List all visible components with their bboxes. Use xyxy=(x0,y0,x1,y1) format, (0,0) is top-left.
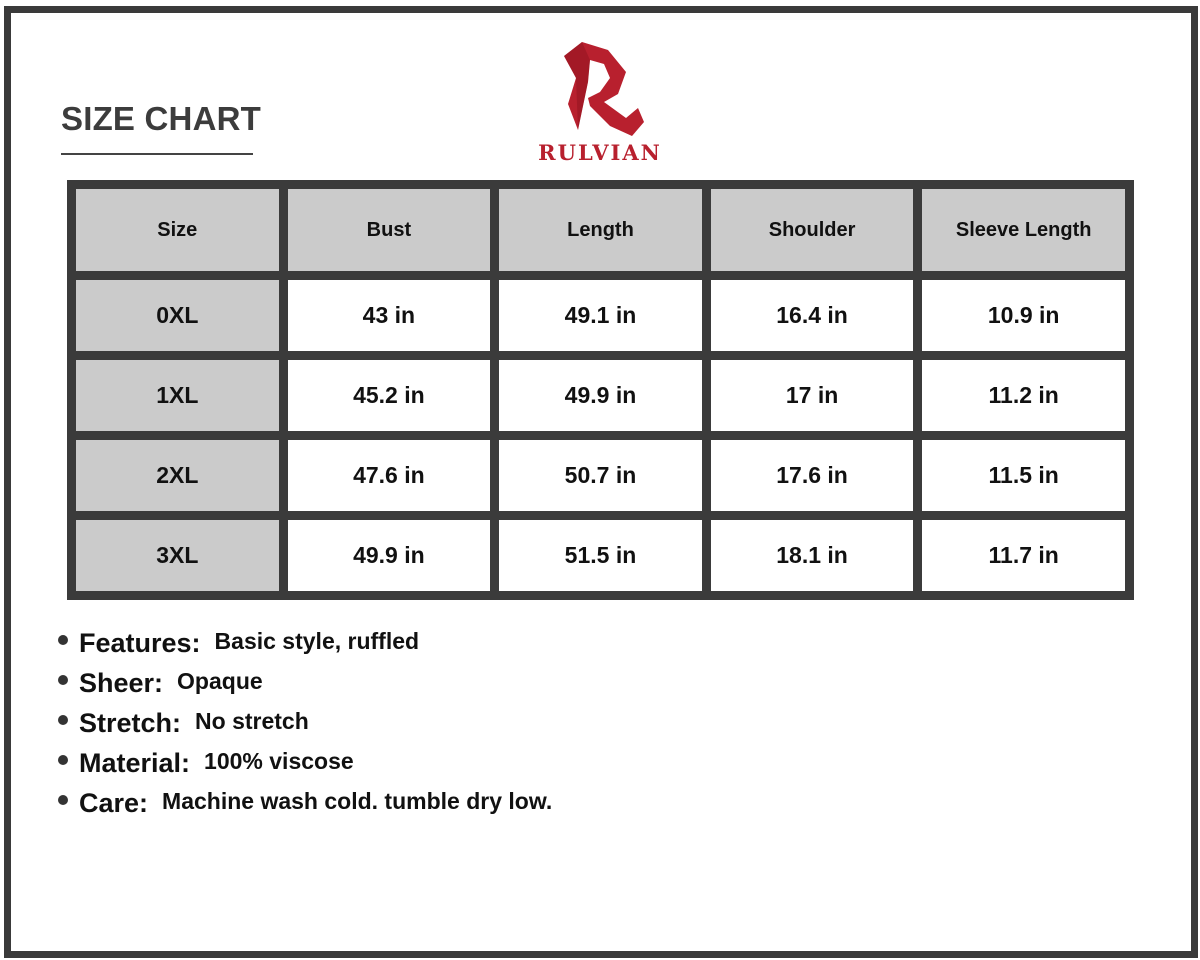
bust-cell: 45.2 in xyxy=(288,360,491,431)
detail-value: Opaque xyxy=(177,668,263,694)
header-sleeve-length: Sleeve Length xyxy=(922,189,1125,271)
size-cell: 0XL xyxy=(76,280,279,351)
detail-value: Machine wash cold. tumble dry low. xyxy=(162,788,553,814)
bullet-icon xyxy=(58,715,68,725)
table-row xyxy=(76,280,1125,351)
detail-label: Features: xyxy=(79,628,201,658)
shoulder-cell: 16.4 in xyxy=(711,280,914,351)
table-header-row xyxy=(76,189,1125,271)
length-cell: 49.1 in xyxy=(499,280,702,351)
sleeve-length-cell: 11.2 in xyxy=(922,360,1125,431)
brand-name: RULVIAN xyxy=(538,140,662,165)
size-cell: 2XL xyxy=(76,440,279,511)
shoulder-cell: 18.1 in xyxy=(711,520,914,591)
sleeve-length-cell: 10.9 in xyxy=(922,280,1125,351)
detail-value: 100% viscose xyxy=(204,748,354,774)
bullet-icon xyxy=(58,635,68,645)
length-cell: 51.5 in xyxy=(499,520,702,591)
header-length: Length xyxy=(499,189,702,271)
bust-cell: 49.9 in xyxy=(288,520,491,591)
detail-features xyxy=(58,625,552,665)
detail-label: Care: xyxy=(79,788,149,818)
size-chart-table xyxy=(67,180,1134,600)
detail-value: No stretch xyxy=(195,708,309,734)
detail-care xyxy=(58,785,552,825)
size-cell: 3XL xyxy=(76,520,279,591)
bullet-icon xyxy=(58,755,68,765)
bullet-icon xyxy=(58,795,68,805)
detail-value: Basic style, ruffled xyxy=(214,628,420,654)
table-row xyxy=(76,520,1125,591)
sleeve-length-cell: 11.7 in xyxy=(922,520,1125,591)
brand-logo-icon xyxy=(560,42,646,136)
table-row xyxy=(76,440,1125,511)
length-cell: 50.7 in xyxy=(499,440,702,511)
bust-cell: 43 in xyxy=(288,280,491,351)
sleeve-length-cell: 11.5 in xyxy=(922,440,1125,511)
detail-sheer xyxy=(58,665,552,705)
detail-label: Material: xyxy=(79,748,191,778)
shoulder-cell: 17 in xyxy=(711,360,914,431)
detail-label: Sheer: xyxy=(79,668,164,698)
page-title: SIZE CHART xyxy=(61,100,261,137)
detail-label: Stretch: xyxy=(79,708,182,738)
shoulder-cell: 17.6 in xyxy=(711,440,914,511)
length-cell: 49.9 in xyxy=(499,360,702,431)
bust-cell: 47.6 in xyxy=(288,440,491,511)
header-shoulder: Shoulder xyxy=(711,189,914,271)
header-bust: Bust xyxy=(288,189,491,271)
size-cell: 1XL xyxy=(76,360,279,431)
product-details-list xyxy=(58,625,552,825)
detail-stretch xyxy=(58,705,552,745)
header-size: Size xyxy=(76,189,279,271)
detail-material xyxy=(58,745,552,785)
title-underline xyxy=(61,153,253,155)
bullet-icon xyxy=(58,675,68,685)
table-row xyxy=(76,360,1125,431)
